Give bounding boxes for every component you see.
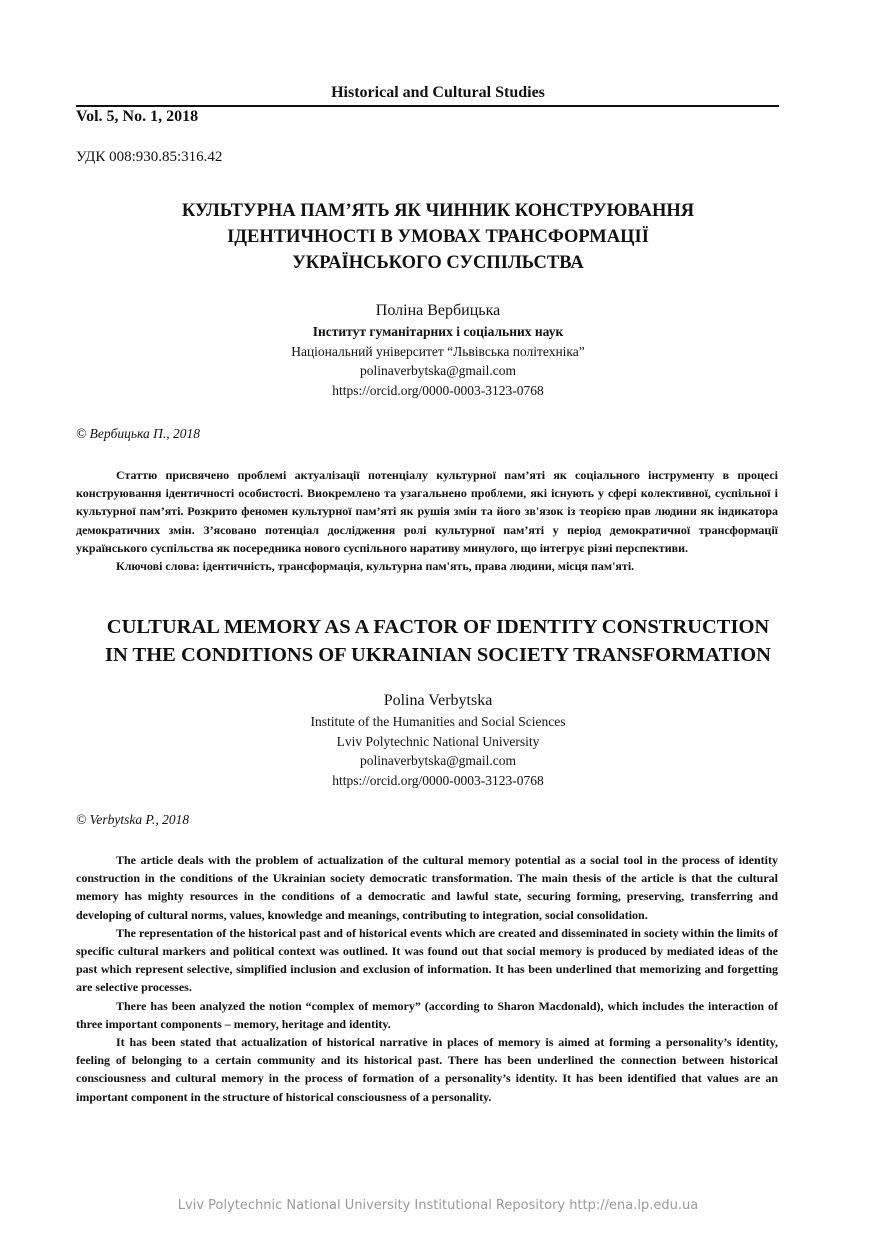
ukrainian-title-line: ІДЕНТИЧНОСТІ В УМОВАХ ТРАНСФОРМАЦІЇ [227, 227, 649, 247]
english-author-email: polinaverbytska@gmail.com [359, 753, 517, 768]
ukrainian-university: Національний університет “Львівська політехніка” [291, 343, 585, 359]
english-abstract [76, 851, 778, 1106]
header-rule [76, 105, 779, 107]
english-author-name: Polina Verbytska [383, 692, 493, 709]
ukrainian-abstract [76, 466, 778, 575]
ukrainian-keywords: Ключові слова: ідентичність, трансформація, культурна пам'ять, права людини, місця пам'яті. [116, 559, 635, 574]
udk-code: УДК 008:930.85:316.42 [76, 149, 223, 165]
ukrainian-institute: Інститут гуманітарних і соціальних наук [312, 324, 564, 339]
english-institute: Institute of the Humanities and Social Sciences [310, 714, 566, 729]
english-author-block [0, 690, 876, 790]
english-title [0, 613, 876, 669]
repository-footer: Lviv Polytechnic National University Institutional Repository http://ena.lp.edu.ua [177, 1198, 699, 1213]
ukrainian-title-line: КУЛЬТУРНА ПАМ’ЯТЬ ЯК ЧИННИК КОНСТРУЮВАННЯ [181, 201, 695, 221]
ukrainian-author-email: polinaverbytska@gmail.com [359, 363, 517, 378]
english-abstract-paragraph: It has been stated that actualization of historical narrative in places of memory is aimed at forming a personality’s identity, feeling of belonging to a certain community and its historical past. There has been underlined the connection between historical consciousness and cultural memory in the process of formation of a personality’s identity. It has been identified that values are an important component in the structure of historical consciousness of a personality. [76, 1035, 778, 1104]
journal-name: Historical and Cultural Studies [331, 84, 545, 101]
ukrainian-author-orcid: https://orcid.org/0000-0003-3123-0768 [332, 382, 544, 398]
ukrainian-title-line: УКРАЇНСЬКОГО СУСПІЛЬСТВА [292, 253, 584, 273]
ukrainian-title [0, 198, 876, 276]
english-abstract-paragraph: The representation of the historical past and of historical events which are created and disseminated in society within the limits of specific cultural markers and political context was outlined. It was found out that social memory is produced by mediated ideas of the past which represent selective, simplified inclusion and exclusion of information. It has been underlined that memorizing and forgetting are selective processes. [76, 925, 778, 995]
english-copyright: © Verbytska P., 2018 [76, 812, 190, 827]
english-abstract-paragraph: The article deals with the problem of actualization of the cultural memory potential as a social tool in the process of identity construction in the conditions of the Ukrainian society democratic transformation. The main thesis of the article is that the cultural memory has mighty resources in the conditions of a democratic and lawful state, securing forming, preserving, transferring and developing of cultural norms, values, knowledge and meanings, contributing to integration, social consolidation. [76, 853, 778, 922]
ukrainian-author-block [0, 300, 876, 400]
english-author-orcid: https://orcid.org/0000-0003-3123-0768 [332, 772, 544, 788]
english-title-line: CULTURAL MEMORY AS A FACTOR OF IDENTITY CONSTRUCTION [106, 616, 770, 638]
english-title-line: IN THE CONDITIONS OF UKRAINIAN SOCIETY TRANSFORMATION [105, 644, 771, 666]
ukrainian-author-name: Поліна Вербицька [375, 302, 501, 319]
english-university: Lviv Polytechnic National University [336, 733, 540, 749]
volume-info: Vol. 5, No. 1, 2018 [76, 108, 199, 125]
english-abstract-paragraph: There has been analyzed the notion “complex of memory” (according to Sharon Macdonald), which includes the interaction of three important components – memory, heritage and identity. [76, 998, 778, 1031]
ukrainian-abstract-text: Статтю присвячено проблемі актуалізації потенціалу культурної пам’яті як соціального інструменту в процесі конструювання ідентичності особистості. Виокремлено та узагальнено проблеми, які існують у сфері колективної, суспільної і культурної пам’яті. Розкрито феномен культурної пам’яті як рушія змін та його зв'язок із теорією прав людини як індикатора демократичних змін. З’ясовано потенціал дослідження ролі культурної пам’яті у період демократичної трансформації українського суспільства як посередника нового суспільного наративу минулого, що інтегрує різні перспективи. [76, 468, 778, 555]
ukrainian-copyright: © Вербицька П., 2018 [76, 426, 201, 441]
